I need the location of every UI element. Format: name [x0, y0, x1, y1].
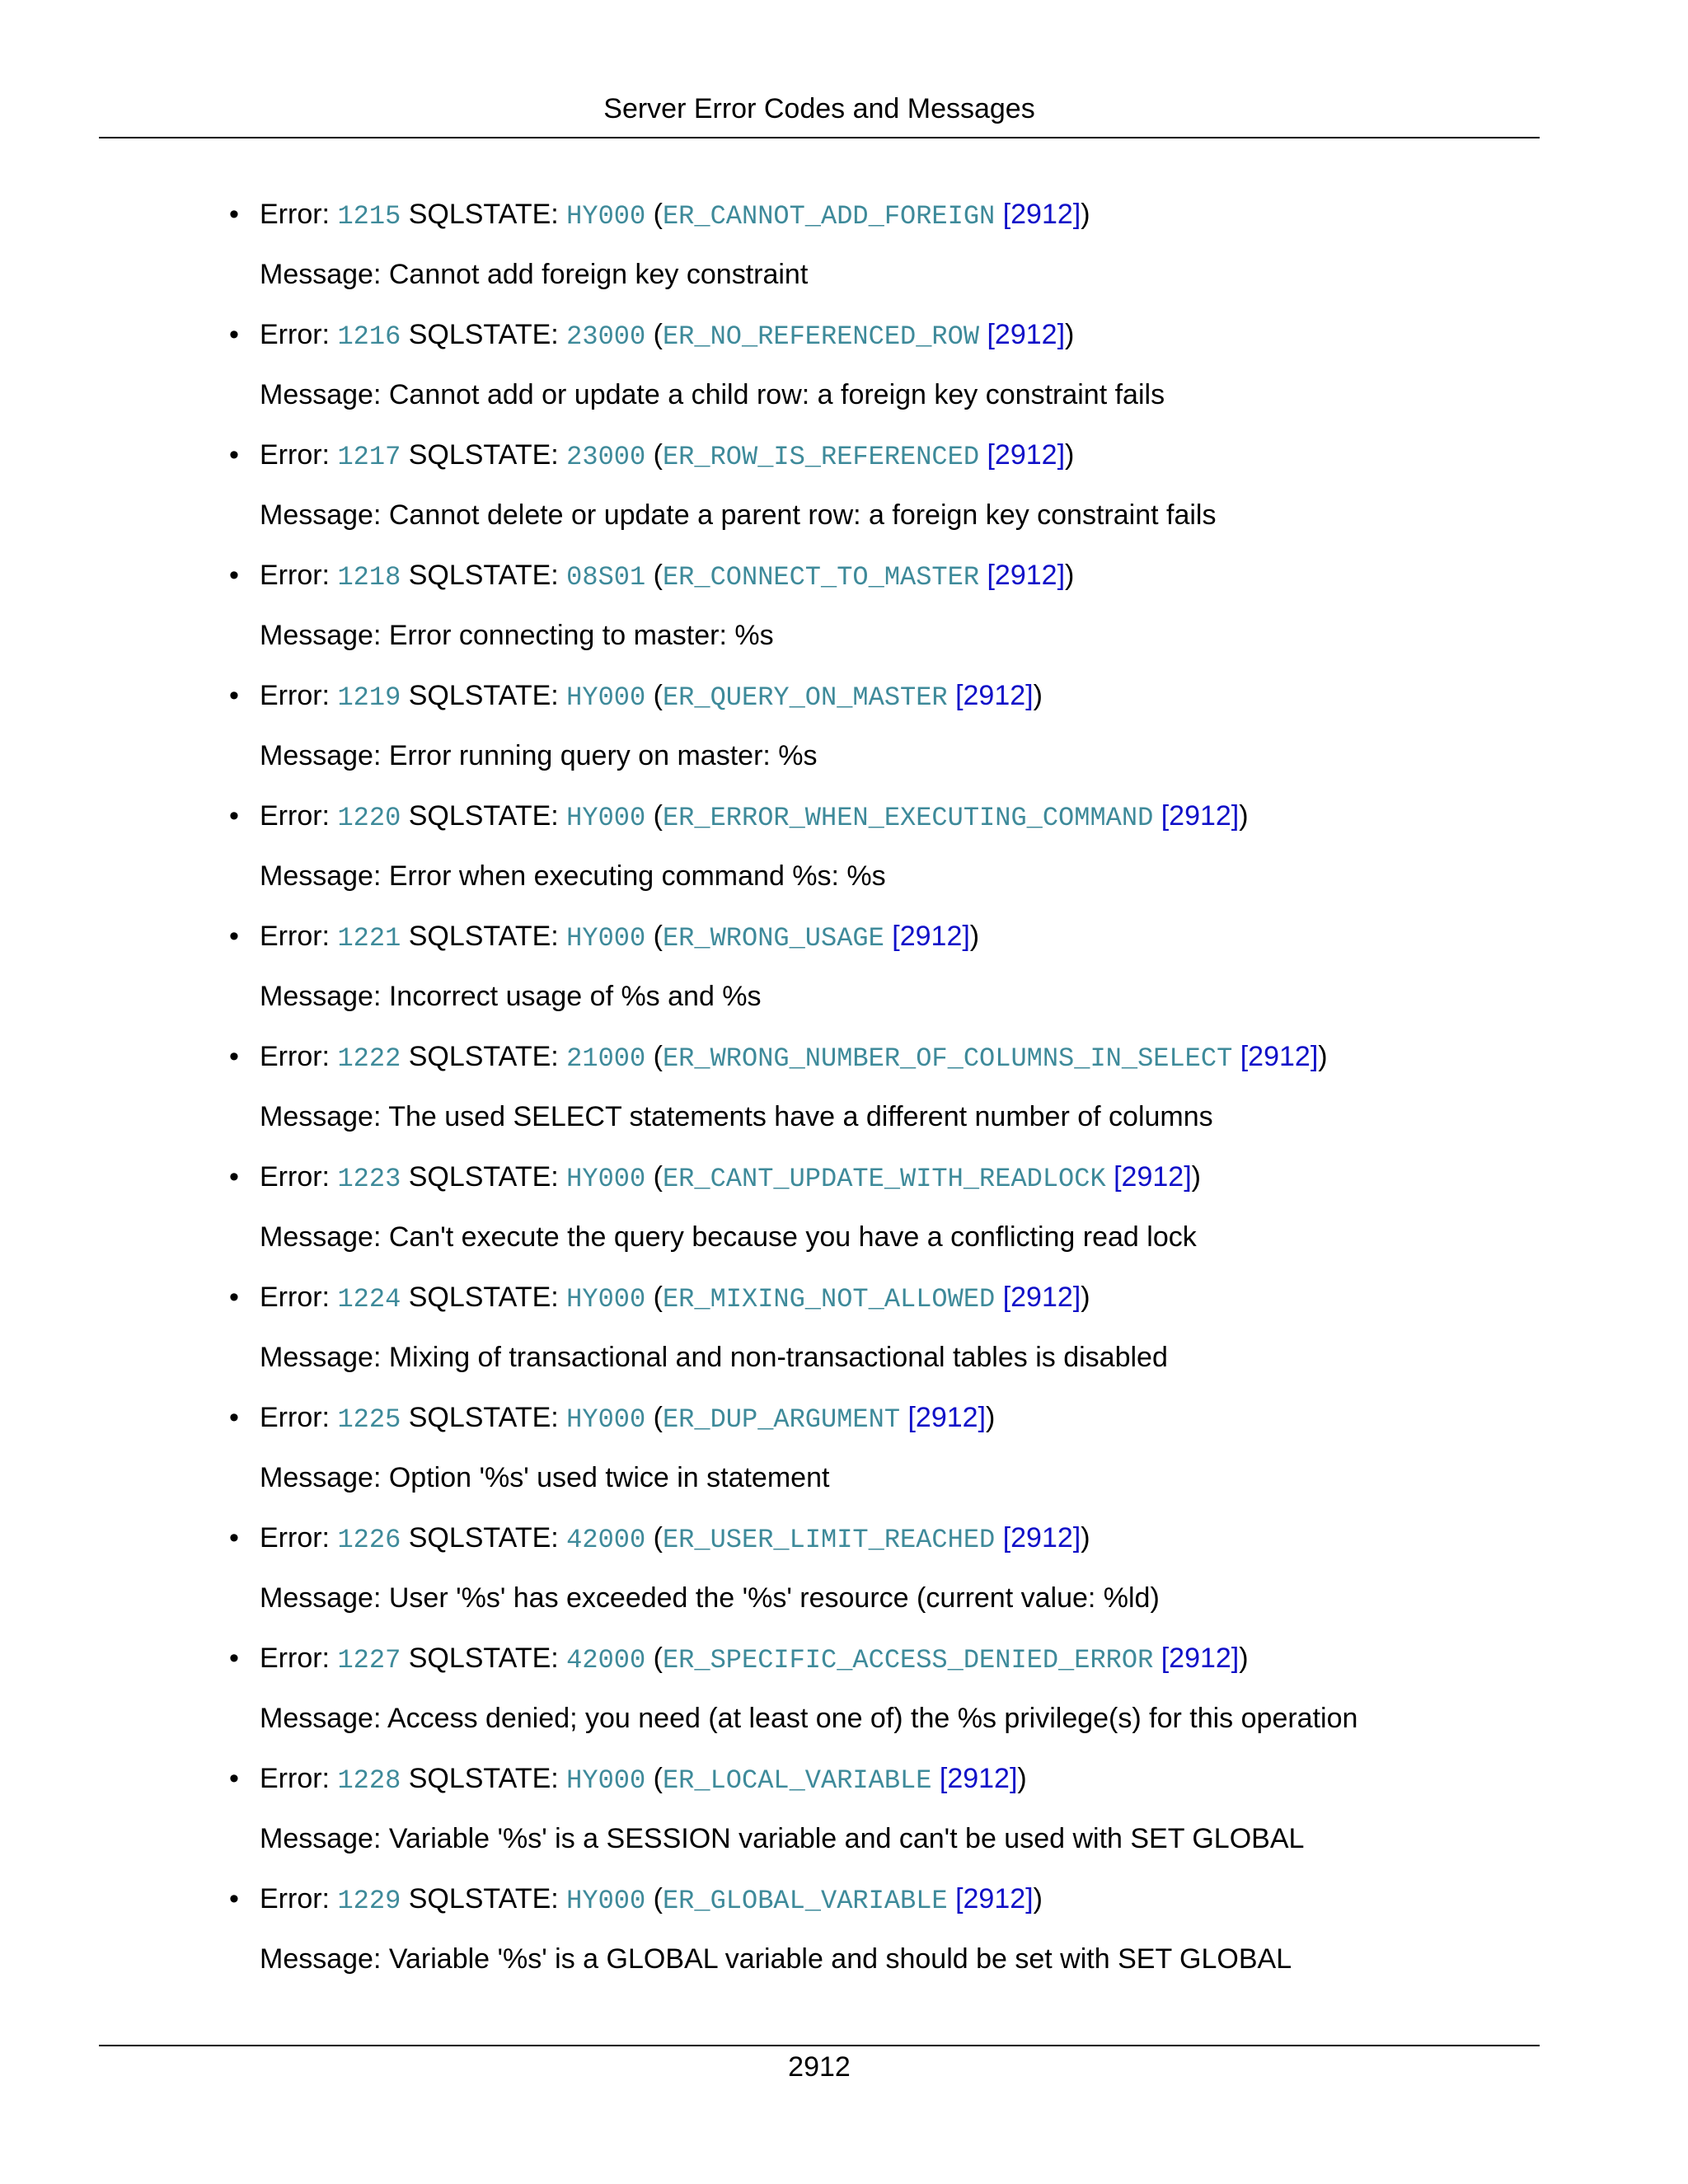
error-code: 1217 — [337, 442, 401, 472]
page-reference-link[interactable]: [2912] — [1002, 199, 1081, 230]
close-paren: ) — [1081, 199, 1090, 230]
page-reference-link[interactable]: [2912] — [987, 439, 1066, 471]
error-line — [260, 1521, 1090, 1557]
close-paren: ) — [1065, 439, 1075, 471]
close-paren: ) — [1191, 1161, 1201, 1193]
page-reference-link[interactable]: [2912] — [1002, 1282, 1081, 1313]
page-reference-link[interactable]: [2912] — [1002, 1522, 1081, 1554]
error-message — [260, 1702, 1357, 1735]
error-label: Error: — [260, 1763, 338, 1794]
page-reference-link[interactable]: [2912] — [1114, 1161, 1192, 1193]
error-code: 1219 — [337, 682, 401, 713]
error-code: 1220 — [337, 803, 401, 833]
error-line — [260, 318, 1074, 354]
error-label: Error: — [260, 1522, 338, 1554]
sqlstate-label: SQLSTATE: — [401, 439, 567, 471]
sqlstate-label: SQLSTATE: — [401, 1161, 567, 1193]
error-message — [260, 860, 886, 893]
page-reference-link[interactable]: [2912] — [1160, 800, 1240, 832]
bullet: • — [229, 439, 239, 471]
error-label: Error: — [260, 439, 338, 471]
open-paren: ( — [645, 1883, 663, 1915]
message-label: Message: — [260, 981, 389, 1012]
close-paren: ) — [969, 921, 980, 952]
message-label: Message: — [260, 259, 389, 290]
error-code: 1225 — [337, 1404, 401, 1435]
sqlstate-value: 23000 — [566, 442, 646, 472]
error-symbol: ER_DUP_ARGUMENT — [662, 1404, 901, 1435]
bullet: • — [229, 921, 239, 952]
sqlstate-value: HY000 — [566, 1284, 646, 1315]
sqlstate-value: HY000 — [566, 682, 646, 713]
error-symbol: ER_NO_REFERENCED_ROW — [662, 321, 980, 352]
error-message — [260, 1221, 1197, 1254]
error-line — [260, 438, 1074, 474]
sqlstate-label: SQLSTATE: — [401, 800, 567, 832]
open-paren: ( — [645, 800, 663, 832]
error-code: 1216 — [337, 321, 401, 352]
open-paren: ( — [645, 199, 663, 230]
bullet: • — [229, 1522, 239, 1554]
message-label: Message: — [260, 1582, 389, 1614]
error-code: 1226 — [337, 1525, 401, 1555]
error-label: Error: — [260, 319, 338, 350]
error-code: 1222 — [337, 1043, 401, 1074]
open-paren: ( — [645, 1522, 663, 1554]
sqlstate-label: SQLSTATE: — [401, 1763, 567, 1794]
sqlstate-value: 21000 — [566, 1043, 646, 1074]
message-text: Error running query on master: %s — [388, 740, 818, 771]
error-symbol: ER_USER_LIMIT_REACHED — [662, 1525, 996, 1555]
message-text: Error connecting to master: %s — [388, 620, 774, 651]
bullet: • — [229, 1763, 239, 1794]
bullet: • — [229, 1282, 239, 1313]
open-paren: ( — [645, 921, 663, 952]
page-header-title: Server Error Codes and Messages — [603, 93, 1035, 124]
error-label: Error: — [260, 800, 338, 832]
open-paren: ( — [645, 1643, 663, 1674]
sqlstate-value: HY000 — [566, 923, 646, 954]
message-label: Message: — [260, 1943, 389, 1975]
message-text: Option '%s' used twice in statement — [388, 1462, 830, 1493]
error-message — [260, 1100, 1213, 1133]
error-message — [260, 258, 808, 291]
error-line — [260, 799, 1249, 835]
open-paren: ( — [645, 439, 663, 471]
error-message — [260, 1341, 1168, 1374]
bullet: • — [229, 1643, 239, 1674]
open-paren: ( — [645, 1763, 663, 1794]
sqlstate-label: SQLSTATE: — [401, 680, 567, 711]
sqlstate-label: SQLSTATE: — [401, 199, 567, 230]
error-message — [260, 1582, 1160, 1615]
error-line — [260, 1401, 995, 1436]
bullet: • — [229, 1161, 239, 1193]
bullet: • — [229, 560, 239, 591]
page-reference-link[interactable]: [2912] — [955, 680, 1034, 711]
message-label: Message: — [260, 379, 389, 410]
error-symbol: ER_CONNECT_TO_MASTER — [662, 562, 980, 593]
error-label: Error: — [260, 680, 338, 711]
error-message — [260, 1822, 1304, 1855]
open-paren: ( — [645, 1161, 663, 1193]
bullet: • — [229, 800, 239, 832]
error-line — [260, 1281, 1090, 1316]
error-line — [260, 1762, 1027, 1797]
open-paren: ( — [645, 319, 663, 350]
message-label: Message: — [260, 499, 389, 531]
sqlstate-label: SQLSTATE: — [401, 560, 567, 591]
error-label: Error: — [260, 1161, 338, 1193]
sqlstate-label: SQLSTATE: — [401, 1041, 567, 1072]
close-paren: ) — [1065, 319, 1075, 350]
sqlstate-label: SQLSTATE: — [401, 1402, 567, 1433]
sqlstate-label: SQLSTATE: — [401, 1282, 567, 1313]
bullet: • — [229, 1402, 239, 1433]
message-text: Cannot add foreign key constraint — [388, 259, 809, 290]
error-code: 1229 — [337, 1886, 401, 1916]
error-label: Error: — [260, 1402, 338, 1433]
message-text: Cannot add or update a child row: a foreign key constraint fails — [388, 379, 1165, 410]
error-label: Error: — [260, 1883, 338, 1915]
sqlstate-value: HY000 — [566, 1164, 646, 1194]
error-code: 1224 — [337, 1284, 401, 1315]
open-paren: ( — [645, 1402, 663, 1433]
close-paren: ) — [986, 1402, 996, 1433]
message-text: Variable '%s' is a GLOBAL variable and should be set with SET GLOBAL — [388, 1943, 1292, 1975]
sqlstate-value: HY000 — [566, 1886, 646, 1916]
close-paren: ) — [1239, 1643, 1249, 1674]
sqlstate-value: 42000 — [566, 1645, 646, 1675]
message-label: Message: — [260, 860, 389, 892]
sqlstate-value: 08S01 — [566, 562, 646, 593]
message-text: The used SELECT statements have a different number of columns — [388, 1101, 1213, 1132]
error-line — [260, 1882, 1043, 1918]
close-paren: ) — [1081, 1282, 1090, 1313]
sqlstate-label: SQLSTATE: — [401, 319, 567, 350]
error-line — [260, 1040, 1328, 1076]
error-label: Error: — [260, 199, 338, 230]
error-code: 1218 — [337, 562, 401, 593]
error-line — [260, 198, 1090, 233]
message-text: Error when executing command %s: %s — [388, 860, 886, 892]
error-symbol: ER_ROW_IS_REFERENCED — [662, 442, 980, 472]
header-divider — [99, 137, 1540, 138]
message-label: Message: — [260, 1101, 389, 1132]
error-label: Error: — [260, 1643, 338, 1674]
message-label: Message: — [260, 1703, 387, 1734]
error-message — [260, 619, 774, 652]
bullet: • — [229, 199, 239, 230]
sqlstate-value: HY000 — [566, 201, 646, 232]
page-reference-link[interactable]: [2912] — [907, 1402, 986, 1433]
message-text: Mixing of transactional and non-transactional tables is disabled — [388, 1342, 1168, 1373]
error-code: 1228 — [337, 1765, 401, 1796]
sqlstate-label: SQLSTATE: — [401, 1522, 567, 1554]
close-paren: ) — [1033, 680, 1043, 711]
footer-divider — [99, 2045, 1540, 2046]
sqlstate-value: 42000 — [566, 1525, 646, 1555]
message-label: Message: — [260, 1342, 389, 1373]
error-label: Error: — [260, 1282, 338, 1313]
close-paren: ) — [1081, 1522, 1090, 1554]
page-reference-link[interactable]: [2912] — [892, 921, 970, 952]
close-paren: ) — [1318, 1041, 1328, 1072]
message-text: Variable '%s' is a SESSION variable and can't be used with SET GLOBAL — [388, 1823, 1305, 1854]
open-paren: ( — [645, 680, 663, 711]
page-reference-link[interactable]: [2912] — [987, 560, 1066, 591]
sqlstate-label: SQLSTATE: — [401, 1883, 567, 1915]
error-message — [260, 980, 762, 1013]
error-code: 1223 — [337, 1164, 401, 1194]
open-paren: ( — [645, 560, 663, 591]
bullet: • — [229, 1041, 239, 1072]
sqlstate-value: HY000 — [566, 1765, 646, 1796]
error-line — [260, 559, 1074, 594]
error-code: 1221 — [337, 923, 401, 954]
sqlstate-value: HY000 — [566, 803, 646, 833]
message-text: Access denied; you need (at least one of) the %s privilege(s) for this operation — [387, 1703, 1358, 1734]
page-reference-link[interactable]: [2912] — [939, 1763, 1018, 1794]
error-symbol: ER_QUERY_ON_MASTER — [662, 682, 948, 713]
error-label: Error: — [260, 921, 338, 952]
error-symbol: ER_ERROR_WHEN_EXECUTING_COMMAND — [662, 803, 1154, 833]
message-label: Message: — [260, 1823, 389, 1854]
error-symbol: ER_SPECIFIC_ACCESS_DENIED_ERROR — [662, 1645, 1154, 1675]
error-code: 1215 — [337, 201, 401, 232]
message-label: Message: — [260, 1462, 389, 1493]
error-line — [260, 920, 979, 955]
close-paren: ) — [1033, 1883, 1043, 1915]
error-symbol: ER_MIXING_NOT_ALLOWED — [662, 1284, 996, 1315]
error-symbol: ER_WRONG_NUMBER_OF_COLUMNS_IN_SELECT — [662, 1043, 1233, 1074]
page-number: 2912 — [788, 2051, 851, 2083]
error-symbol: ER_WRONG_USAGE — [662, 923, 884, 954]
sqlstate-label: SQLSTATE: — [401, 1643, 567, 1674]
sqlstate-value: 23000 — [566, 321, 646, 352]
error-symbol: ER_CANT_UPDATE_WITH_READLOCK — [662, 1164, 1106, 1194]
error-message — [260, 378, 1165, 411]
bullet: • — [229, 1883, 239, 1915]
message-label: Message: — [260, 620, 389, 651]
page-reference-link[interactable]: [2912] — [955, 1883, 1034, 1915]
close-paren: ) — [1017, 1763, 1027, 1794]
error-message — [260, 1461, 829, 1494]
error-symbol: ER_GLOBAL_VARIABLE — [662, 1886, 948, 1916]
open-paren: ( — [645, 1041, 663, 1072]
error-code: 1227 — [337, 1645, 401, 1675]
message-label: Message: — [260, 740, 389, 771]
message-text: Cannot delete or update a parent row: a foreign key constraint fails — [388, 499, 1217, 531]
error-symbol: ER_CANNOT_ADD_FOREIGN — [662, 201, 996, 232]
close-paren: ) — [1239, 800, 1249, 832]
message-text: Can't execute the query because you have a conflicting read lock — [388, 1221, 1197, 1253]
message-text: User '%s' has exceeded the '%s' resource (current value: %ld) — [388, 1582, 1160, 1614]
bullet: • — [229, 680, 239, 711]
error-label: Error: — [260, 560, 338, 591]
error-message — [260, 499, 1216, 532]
error-symbol: ER_LOCAL_VARIABLE — [662, 1765, 932, 1796]
error-message — [260, 739, 818, 772]
message-text: Incorrect usage of %s and %s — [388, 981, 762, 1012]
error-message — [260, 1943, 1292, 1975]
page-reference-link[interactable]: [2912] — [1240, 1041, 1319, 1072]
error-label: Error: — [260, 1041, 338, 1072]
message-label: Message: — [260, 1221, 389, 1253]
open-paren: ( — [645, 1282, 663, 1313]
sqlstate-value: HY000 — [566, 1404, 646, 1435]
page-reference-link[interactable]: [2912] — [1160, 1643, 1240, 1674]
sqlstate-label: SQLSTATE: — [401, 921, 567, 952]
error-line — [260, 1160, 1201, 1196]
bullet: • — [229, 319, 239, 350]
close-paren: ) — [1065, 560, 1075, 591]
page-reference-link[interactable]: [2912] — [987, 319, 1066, 350]
error-line — [260, 1642, 1249, 1677]
error-line — [260, 679, 1043, 715]
